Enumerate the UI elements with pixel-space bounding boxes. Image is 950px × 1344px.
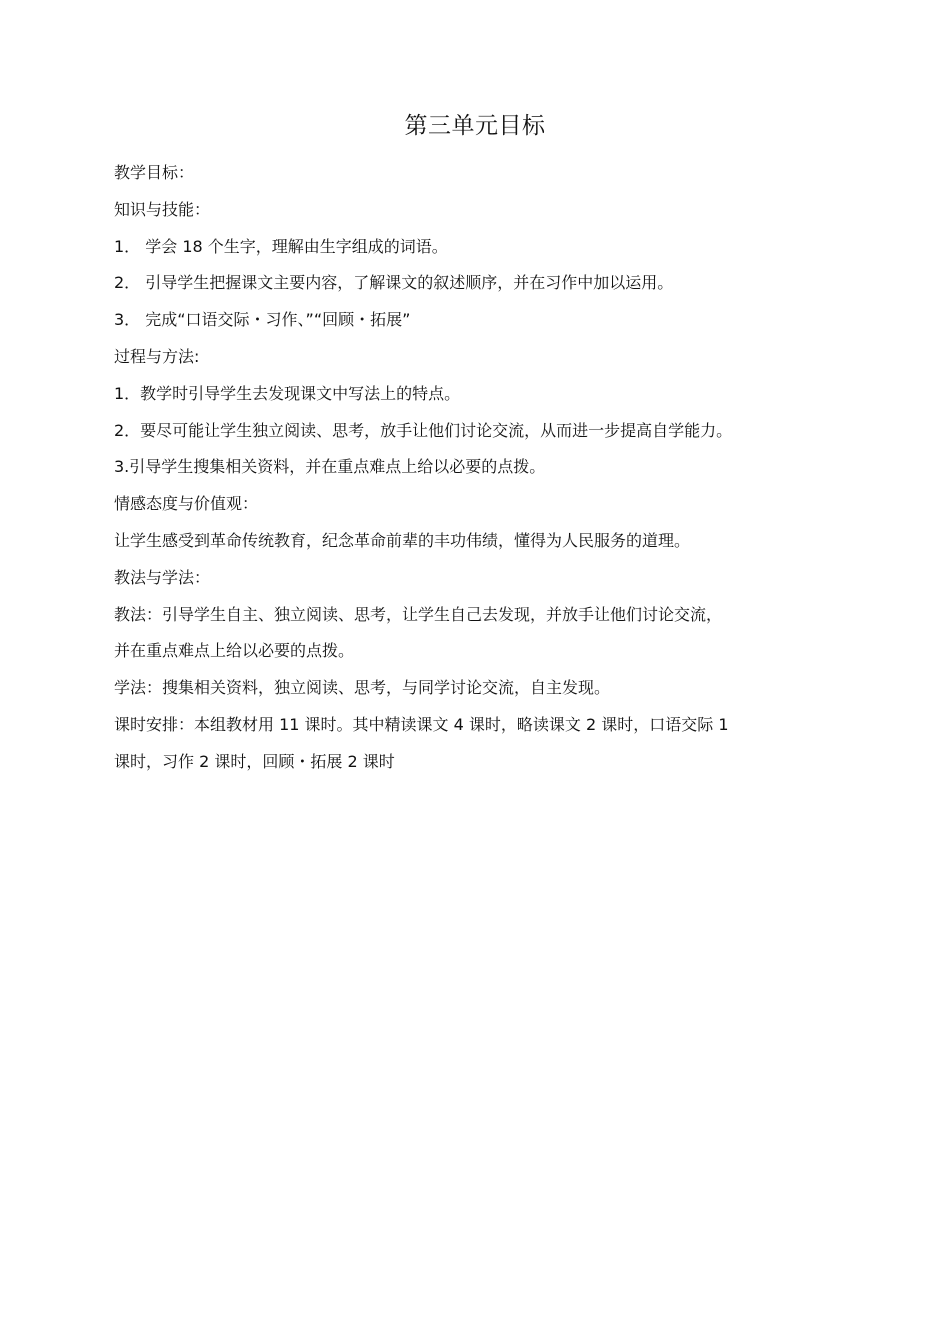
paragraph-line: 学法：搜集相关资料，独立阅读、思考，与同学讨论交流，自主发现。: [114, 678, 611, 698]
section-heading-methods: 教法与学法：: [114, 567, 211, 587]
paragraph-line: 教法：引导学生自主、独立阅读、思考，让学生自己去发现，并放手让他们讨论交流，: [114, 604, 723, 624]
document-title: 第三单元目标: [404, 113, 546, 139]
list-item: 2．要尽可能让学生独立阅读、思考，放手让他们讨论交流，从而进一步提高自学能力。: [114, 420, 733, 440]
subheading-knowledge-skills: 知识与技能：: [114, 199, 211, 219]
list-item: 3.引导学生搜集相关资料，并在重点难点上给以必要的点拨。: [114, 457, 546, 477]
paragraph-line: 课时安排：本组教材用 11 课时。其中精读课文 4 课时，略读课文 2 课时，口语交际 1: [114, 714, 729, 734]
list-item: 3． 完成“口语交际・习作、”“回顾・拓展”: [114, 310, 411, 330]
section-heading-teaching-goals: 教学目标：: [114, 163, 195, 182]
paragraph-line: 并在重点难点上给以必要的点拨。: [114, 641, 355, 661]
list-item: 2． 引导学生把握课文主要内容，了解课文的叙述顺序，并在习作中加以运用。: [114, 273, 674, 293]
paragraph-line: 让学生感受到革命传统教育，纪念革命前辈的丰功伟绩，懂得为人民服务的道理。: [114, 530, 691, 550]
list-item: 1． 学会 18 个生字，理解由生字组成的词语。: [114, 236, 448, 256]
document-body: [114, 155, 854, 781]
paragraph-line: 课时，习作 2 课时，回顾・拓展 2 课时: [114, 751, 395, 771]
list-item: 1．教学时引导学生去发现课文中写法上的特点。: [114, 383, 461, 403]
subheading-attitudes-values: 情感态度与价值观：: [114, 494, 259, 514]
subheading-process-methods: 过程与方法:: [114, 346, 200, 366]
